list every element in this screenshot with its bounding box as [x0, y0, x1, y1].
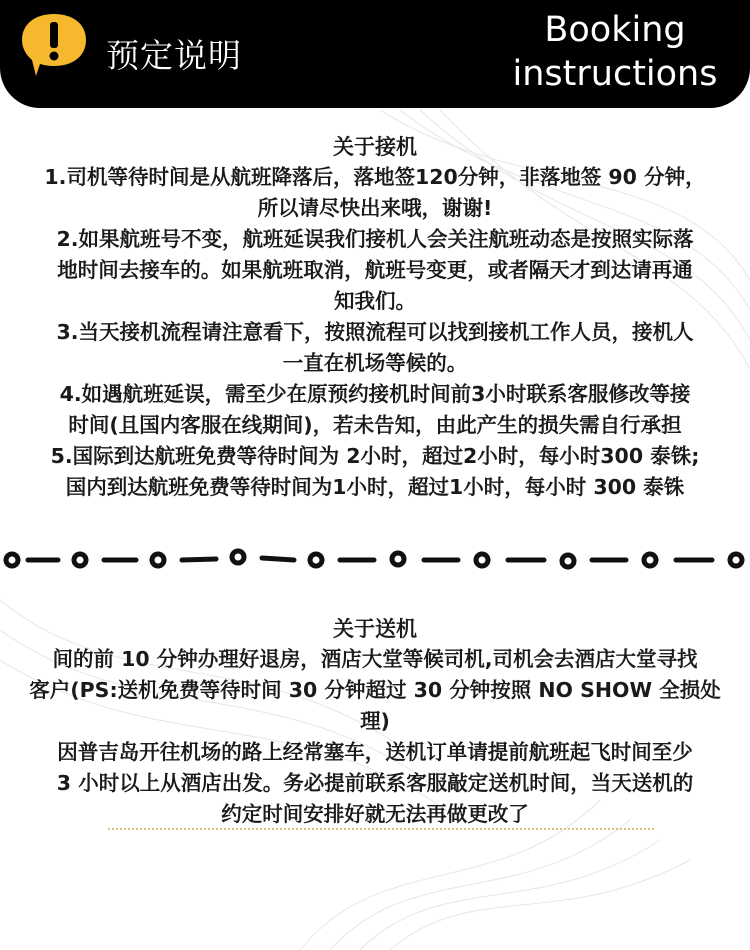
dotted-divider — [108, 828, 654, 830]
dropoff-section — [0, 614, 750, 830]
text-line: 4.如遇航班延误，需至少在原预约接机时间前3小时联系客服修改等接 — [59, 382, 691, 406]
page-title-english — [490, 8, 740, 96]
text-line: 间的前 10 分钟办理好退房，酒店大堂等候司机,司机会去酒店大堂寻找 — [52, 647, 698, 671]
text-line: 3.当天接机流程请注意看下，按照流程可以找到接机工作人员，接机人 — [56, 320, 694, 344]
page-title: 预定说明 — [106, 36, 242, 75]
text-line: 2.如果航班号不变，航班延误我们接机人会关注航班动态是按照实际落 — [56, 227, 694, 251]
exclamation-icon — [18, 10, 90, 78]
text-line: 时间(且国内客服在线期间)，若未告知，由此产生的损失需自行承担 — [68, 413, 682, 437]
text-line: 3 小时以上从酒店出发。务必提前联系客服敲定送机时间，当天送机的 — [56, 771, 694, 795]
text-line: 5.国际到达航班免费等待时间为 2小时，超过2小时，每小时300 泰铢; — [50, 444, 700, 468]
text-line: 1.司机等待时间是从航班降落后，落地签120分钟，非落地签 90 分钟， — [44, 165, 706, 189]
pickup-section — [0, 132, 750, 503]
text-line: 地时间去接车的。如果航班取消，航班号变更，或者隔天才到达请再通 — [57, 258, 693, 282]
text-line: 国内到达航班免费等待时间为1小时，超过1小时，每小时 300 泰铢 — [65, 475, 685, 499]
text-line: 因普吉岛开往机场的路上经常塞车，送机订单请提前航班起飞时间至少 — [57, 740, 693, 764]
chain-divider — [0, 540, 750, 580]
title-en-line: Booking — [544, 10, 686, 50]
text-line: 客户(PS:送机免费等待时间 30 分钟超过 30 分钟按照 NO SHOW 全损处 — [29, 678, 721, 702]
text-line: 知我们。 — [334, 289, 416, 313]
text-line: 所以请尽快出来哦，谢谢! — [257, 196, 493, 220]
header-banner — [0, 0, 750, 108]
text-line: 一直在机场等候的。 — [282, 351, 468, 375]
text-line: 理) — [360, 709, 390, 733]
title-en-line: instructions — [512, 54, 718, 94]
section-title: 关于接机 — [333, 135, 417, 159]
section-title: 关于送机 — [333, 617, 417, 641]
text-line: 约定时间安排好就无法再做更改了 — [221, 802, 529, 826]
